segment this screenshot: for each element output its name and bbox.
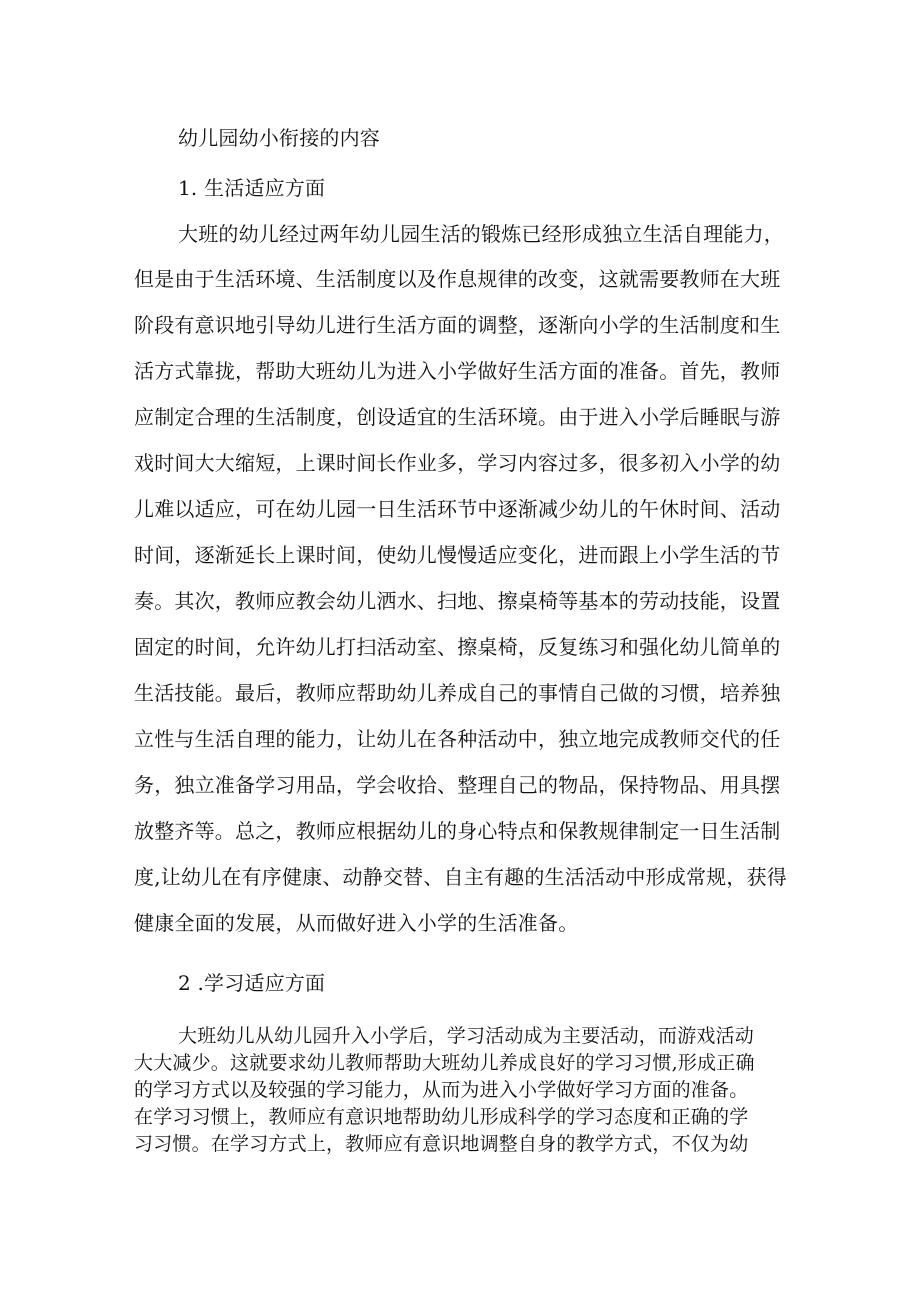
section-1-line: 固定的时间，允许幼儿打扫活动室、擦桌椅，反复练习和强化幼儿简单的 xyxy=(134,635,781,659)
section-2-heading: 2 .学习适应方面 xyxy=(178,971,326,995)
section-1-line: 戏时间大大缩短，上课时间长作业多，学习内容过多，很多初入小学的幼 xyxy=(134,451,781,475)
section-2-line: 习习惯。在学习方式上，教师应有意识地调整自身的教学方式，不仅为幼 xyxy=(134,1133,749,1155)
section-2-line: 大大减少。这就要求幼儿教师帮助大班幼儿养成良好的学习习惯,形成正确 xyxy=(134,1052,755,1074)
section-2-line: 的学习方式以及较强的学习能力，从而为进入小学做好学习方面的准备。 xyxy=(134,1079,749,1101)
section-1-line: 儿难以适应，可在幼儿园一日生活环节中逐渐减少幼儿的午休时间、活动 xyxy=(134,497,781,521)
section-1-heading: 1. 生活适应方面 xyxy=(178,176,326,200)
section-1-line: 放整齐等。总之，教师应根据幼儿的身心特点和保教规律制定一日生活制 xyxy=(134,819,781,843)
section-1-line: 健康全面的发展，从而做好进入小学的生活准备。 xyxy=(134,911,579,935)
section-1-line: 但是由于生活环境、生活制度以及作息规律的改变，这就需要教师在大班 xyxy=(134,267,781,291)
section-1-line: 大班的幼儿经过两年幼儿园生活的锻炼已经形成独立生活自理能力， xyxy=(178,222,784,246)
section-1-line: 时间，逐渐延长上课时间，使幼儿慢慢适应变化，进而跟上小学生活的节 xyxy=(134,543,781,567)
section-2-line: 在学习习惯上，教师应有意识地帮助幼儿形成科学的学习态度和正确的学 xyxy=(134,1106,749,1128)
section-1-line: 立性与生活自理的能力，让幼儿在各种活动中，独立地完成教师交代的任 xyxy=(134,727,781,751)
section-1-line: 奏。其次，教师应教会幼儿洒水、扫地、擦桌椅等基本的劳动技能，设置 xyxy=(134,589,781,613)
section-1-line: 活方式靠拢，帮助大班幼儿为进入小学做好生活方面的准备。首先，教师 xyxy=(134,359,781,383)
section-1-line: 度,让幼儿在有序健康、动静交替、自主有趣的生活活动中形成常规，获得 xyxy=(134,865,787,889)
document-title: 幼儿园幼小衔接的内容 xyxy=(178,126,380,150)
section-1-line: 务，独立准备学习用品，学会收拾、整理自己的物品，保持物品、用具摆 xyxy=(134,773,781,797)
section-1-line: 阶段有意识地引导幼儿进行生活方面的调整，逐渐向小学的生活制度和生 xyxy=(134,313,781,337)
section-1-line: 应制定合理的生活制度，创设适宜的生活环境。由于进入小学后睡眠与游 xyxy=(134,405,781,429)
section-2-line: 大班幼儿从幼儿园升入小学后，学习活动成为主要活动，而游戏活动 xyxy=(178,1025,755,1047)
section-1-line: 生活技能。最后，教师应帮助幼儿养成自己的事情自己做的习惯，培养独 xyxy=(134,681,781,705)
